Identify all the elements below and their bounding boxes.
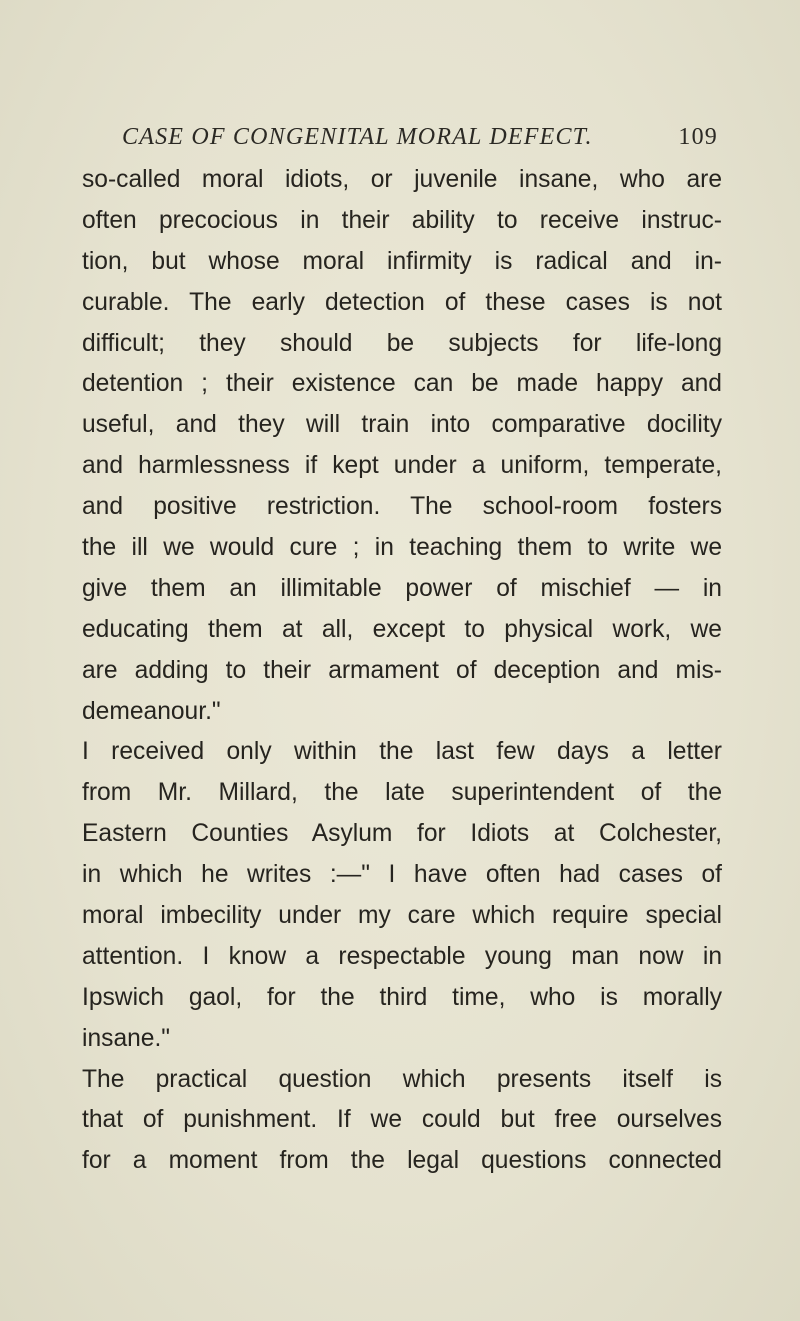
- text-line: Eastern Counties Asylum for Idiots at Colchester,: [82, 820, 722, 848]
- text-line: give them an illimitable power of mischief — in: [82, 574, 722, 602]
- text-line: for a moment from the legal questions connected: [82, 1147, 722, 1175]
- text-line: from Mr. Millard, the late superintendent of the: [82, 779, 722, 807]
- page-number: 109: [678, 124, 718, 150]
- text-line: educating them at all, except to physical work, we: [82, 615, 722, 643]
- text-line: useful, and they will train into comparative docility: [82, 411, 722, 439]
- text-line: The practical question which presents itself is: [82, 1065, 722, 1093]
- text-line: detention ; their existence can be made happy and: [82, 370, 722, 398]
- running-title: CASE OF CONGENITAL MORAL DEFECT.: [122, 124, 593, 150]
- text-line: that of punishment. If we could but free ourselves: [82, 1106, 722, 1134]
- running-header: [82, 118, 720, 158]
- text-line: and positive restriction. The school-room fosters: [82, 493, 722, 521]
- body-text: [82, 160, 722, 1182]
- text-line: curable. The early detection of these cases is not: [82, 288, 722, 316]
- text-line: often precocious in their ability to receive instruc-: [82, 206, 722, 234]
- text-line: in which he writes :—" I have often had cases of: [82, 861, 722, 889]
- text-line: the ill we would cure ; in teaching them to write we: [82, 534, 722, 562]
- text-line: insane.": [82, 1024, 171, 1052]
- text-line: Ipswich gaol, for the third time, who is morally: [82, 983, 722, 1011]
- text-line: demeanour.": [82, 697, 221, 725]
- text-line: attention. I know a respectable young man now in: [82, 942, 722, 970]
- text-line: I received only within the last few days a letter: [82, 738, 722, 766]
- text-line: difficult; they should be subjects for life-long: [82, 329, 722, 357]
- text-line: and harmlessness if kept under a uniform, temperate,: [82, 452, 722, 480]
- text-line: are adding to their armament of deception and mis-: [82, 656, 722, 684]
- text-line: so-called moral idiots, or juvenile insane, who are: [82, 166, 722, 193]
- text-line: tion, but whose moral infirmity is radical and in-: [82, 247, 722, 275]
- text-line: moral imbecility under my care which require special: [82, 902, 722, 930]
